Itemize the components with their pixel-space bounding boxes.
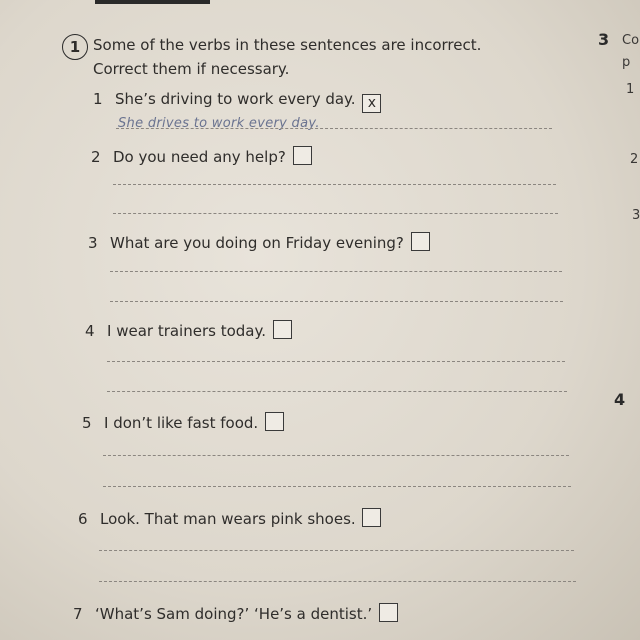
exercise-3-instruction-fragment-2: p [622, 55, 631, 70]
answer-checkbox[interactable] [362, 508, 381, 527]
answer-line[interactable] [107, 391, 567, 392]
item-sentence: I wear trainers today. [107, 322, 266, 340]
header-bar [95, 0, 210, 4]
question-item [93, 90, 381, 113]
handwritten-answer: She drives to work every day. [118, 116, 320, 131]
exercise-3-instruction-fragment: Co [622, 33, 640, 48]
item-sentence: What are you doing on Friday evening? [110, 234, 404, 252]
exercise-3-item-1: 1 [626, 82, 635, 97]
question-item [85, 320, 292, 340]
question-item [78, 508, 381, 528]
item-number: 2 [91, 148, 101, 166]
question-item [82, 412, 284, 432]
item-sentence: Look. That man wears pink shoes. [100, 510, 356, 528]
item-number: 1 [93, 90, 103, 108]
item-sentence: I don’t like fast food. [104, 414, 259, 432]
answer-checkbox[interactable] [273, 320, 292, 339]
question-item [73, 603, 398, 623]
question-item [88, 232, 430, 252]
answer-checkbox[interactable] [411, 232, 430, 251]
item-number: 6 [78, 510, 88, 528]
answer-line[interactable] [113, 213, 558, 214]
exercise-3-number: 3 [598, 30, 610, 49]
exercise-3-item-3: 3 [632, 208, 640, 223]
answer-line[interactable] [110, 271, 562, 272]
exercise-number: 1 [62, 34, 88, 60]
exercise-4-number: 4 [614, 390, 626, 409]
item-number: 4 [85, 322, 95, 340]
answer-checkbox[interactable] [379, 603, 398, 622]
exercise-3-item-2: 2 [630, 152, 639, 167]
item-number: 7 [73, 605, 83, 623]
instruction-line-2: Correct them if necessary. [93, 60, 290, 78]
answer-line[interactable] [110, 301, 563, 302]
item-sentence: Do you need any help? [113, 148, 286, 166]
answer-line[interactable] [99, 581, 576, 582]
answer-checkbox[interactable] [293, 146, 312, 165]
instruction-line-1: Some of the verbs in these sentences are incorrect. [93, 36, 482, 54]
answer-line[interactable] [113, 184, 556, 185]
item-number: 5 [82, 414, 92, 432]
answer-line[interactable] [107, 361, 565, 362]
answer-line[interactable] [103, 486, 571, 487]
item-number: 3 [88, 234, 98, 252]
answer-checkbox[interactable]: x [362, 94, 381, 113]
item-sentence: ‘What’s Sam doing?’ ‘He’s a dentist.’ [95, 605, 373, 623]
answer-line[interactable] [99, 550, 574, 551]
answer-line [116, 128, 552, 129]
item-sentence: She’s driving to work every day. [115, 90, 356, 108]
answer-checkbox[interactable] [265, 412, 284, 431]
answer-line[interactable] [103, 455, 569, 456]
question-item [91, 146, 312, 166]
